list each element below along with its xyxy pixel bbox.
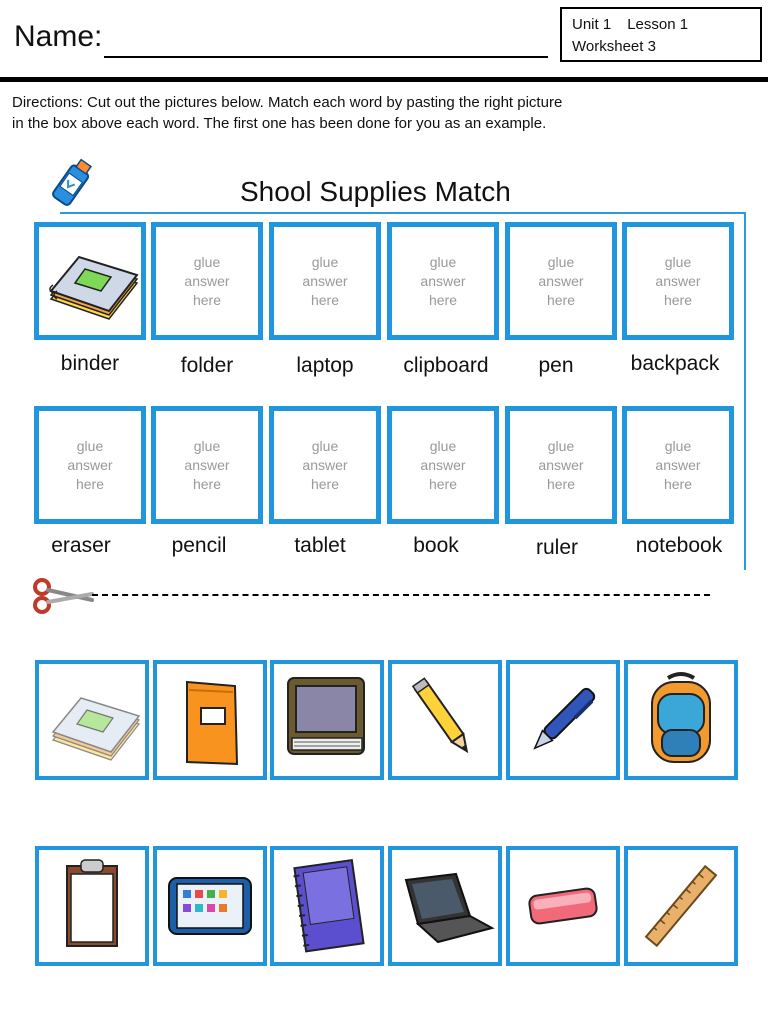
glue-text-l2: answer [67,457,113,473]
directions-line-2: in the box above each word. The first one has been done for you as an example. [12,115,547,132]
word-book: book [413,534,459,557]
glue-text-l3: here [546,292,576,308]
binder-icon [39,664,145,776]
word-clipboard: clipboard [403,354,489,377]
glue-text-l2: answer [184,457,230,473]
ruler-icon [628,850,734,962]
word-eraser: eraser [51,534,111,557]
lesson-label: Lesson 1 [627,16,689,33]
glue-text-l1: glue [429,254,457,270]
glue-text-l2: answer [538,273,584,289]
glue-text-l3: here [310,292,340,308]
header-divider [0,77,768,82]
pencil-icon [392,664,498,776]
word-folder: folder [180,354,234,377]
glue-text-l1: glue [664,438,692,454]
answer-box-clipboard[interactable] [387,222,499,340]
cutout-ruler[interactable] [624,846,738,966]
cutout-notebook[interactable] [270,846,384,966]
tablet-icon [157,850,263,962]
glue-text-l1: glue [311,438,339,454]
answer-box-notebook[interactable] [622,406,734,524]
cutout-tablet[interactable] [153,846,267,966]
clipboard-icon [39,850,145,962]
cutout-pen[interactable] [506,660,620,780]
title-underline [60,212,746,214]
cutout-pencil[interactable] [388,660,502,780]
glue-text-l1: glue [664,254,692,270]
cutout-binder[interactable] [35,660,149,780]
glue-text-l3: here [663,292,693,308]
unit-info-box [560,7,762,62]
answer-box-pen[interactable] [505,222,617,340]
cutout-eraser[interactable] [506,846,620,966]
answer-box-backpack[interactable] [622,222,734,340]
glue-text-l1: glue [547,438,575,454]
word-pen: pen [538,354,574,377]
cutout-folder[interactable] [153,660,267,780]
answer-box-folder[interactable] [151,222,263,340]
glue-text-l2: answer [184,273,230,289]
answer-box-ruler[interactable] [505,406,617,524]
cutout-book[interactable] [270,660,384,780]
backpack-icon [628,664,734,776]
answer-box-pencil[interactable] [151,406,263,524]
answer-box-eraser[interactable] [34,406,146,524]
glue-text-l1: glue [193,438,221,454]
glue-text-l3: here [663,476,693,492]
glue-text-l3: here [192,292,222,308]
name-line[interactable] [104,56,548,58]
match-area-right-border [744,212,746,570]
answer-box-tablet[interactable] [269,406,381,524]
glue-text-l3: here [428,476,458,492]
glue-text-l2: answer [420,273,466,289]
answer-box-laptop[interactable] [269,222,381,340]
answer-box-binder [34,222,146,340]
cut-line [92,594,710,596]
glue-text-l2: answer [655,273,701,289]
name-label: Name: [14,20,103,53]
glue-text-l1: glue [311,254,339,270]
glue-text-l1: glue [429,438,457,454]
cutout-backpack[interactable] [624,660,738,780]
glue-bottle-icon [40,158,100,214]
page-title: Shool Supplies Match [240,176,511,207]
notebook-icon [274,850,380,962]
binder-icon [39,227,141,335]
word-laptop: laptop [296,354,354,377]
word-ruler: ruler [535,536,578,559]
book-icon [274,664,380,776]
glue-text-l2: answer [420,457,466,473]
glue-text-l1: glue [193,254,221,270]
directions-line-1: Directions: Cut out the pictures below. Match each word by pasting the right picture [12,94,563,111]
word-binder: binder [60,352,120,375]
glue-text-l2: answer [655,457,701,473]
glue-text-l2: answer [538,457,584,473]
cutout-laptop[interactable] [388,846,502,966]
glue-text-l3: here [546,476,576,492]
pen-icon [510,664,616,776]
glue-text-l3: here [428,292,458,308]
scissors-icon [30,578,94,614]
eraser-icon [510,850,616,962]
glue-text-l2: answer [302,273,348,289]
worksheet-label: Worksheet 3 [572,38,656,55]
glue-text-l3: here [310,476,340,492]
word-notebook: notebook [635,534,723,557]
directions [12,92,752,134]
cutout-clipboard[interactable] [35,846,149,966]
laptop-icon [392,850,498,962]
glue-text-l1: glue [547,254,575,270]
folder-icon [157,664,263,776]
word-pencil: pencil [171,534,227,557]
glue-text-l1: glue [76,438,104,454]
word-tablet: tablet [294,534,346,557]
unit-label: Unit 1 [572,16,612,33]
word-backpack: backpack [630,352,720,375]
glue-text-l2: answer [302,457,348,473]
glue-text-l3: here [192,476,222,492]
glue-text-l3: here [75,476,105,492]
answer-box-book[interactable] [387,406,499,524]
